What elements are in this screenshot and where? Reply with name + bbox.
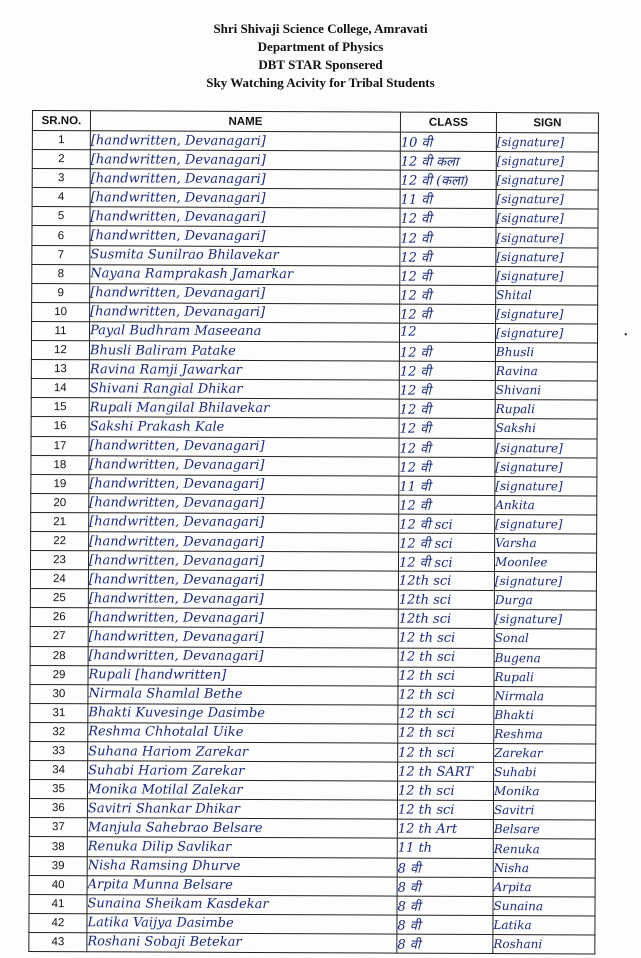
- table-row: [30, 703, 596, 725]
- sr-cell: 23: [30, 551, 88, 570]
- table-body: [29, 131, 599, 954]
- class-cell: 12 वी (कला): [400, 170, 496, 190]
- table-row: [32, 169, 598, 191]
- name-cell: [handwritten, Devanagari]: [89, 513, 399, 533]
- table-row: [31, 436, 597, 458]
- sign-cell: Shital: [496, 285, 598, 305]
- table-row: [32, 226, 598, 248]
- class-cell: 12 th sci: [398, 724, 494, 744]
- sign-cell: Sakshi: [495, 419, 597, 439]
- name-cell: Bhusli Baliram Patake: [89, 341, 399, 361]
- sign-cell: Sunaina: [493, 896, 595, 916]
- name-cell: Shivani Rangial Dhikar: [89, 379, 399, 399]
- sr-cell: 22: [31, 531, 89, 550]
- sr-cell: 21: [31, 512, 89, 531]
- table-row: [32, 245, 598, 267]
- class-cell: 11 th: [397, 839, 493, 859]
- sign-cell: Roshani: [493, 934, 595, 954]
- class-cell: 12 वी sci: [399, 514, 495, 534]
- document-header: [0, 20, 641, 92]
- sign-cell: Bugena: [494, 648, 596, 668]
- header-sign: SIGN: [496, 113, 598, 133]
- name-cell: [handwritten, Devanagari]: [88, 589, 398, 609]
- sr-cell: 9: [32, 283, 90, 302]
- header-name: NAME: [90, 111, 400, 132]
- table-row: [31, 398, 597, 420]
- sr-cell: 41: [29, 894, 87, 913]
- header-sr-no: SR.NO.: [32, 111, 90, 131]
- sign-cell: [signature]: [495, 476, 597, 496]
- class-cell: 12 वी sci: [398, 552, 494, 572]
- name-cell: Suhabi Hariom Zarekar: [88, 761, 398, 781]
- name-cell: [handwritten, Devanagari]: [90, 284, 400, 304]
- table-row: [31, 531, 597, 553]
- attendance-table: [28, 110, 599, 954]
- table-row: [31, 379, 597, 401]
- class-cell: 12th sci: [398, 571, 494, 591]
- class-cell: 12 वी: [400, 208, 496, 228]
- sr-cell: 29: [30, 665, 88, 684]
- sign-cell: [signature]: [496, 304, 598, 324]
- table-row: [32, 283, 598, 305]
- sr-cell: 16: [31, 417, 89, 436]
- class-cell: 11 वी: [399, 476, 495, 496]
- sr-cell: 10: [32, 302, 90, 321]
- table-row: [29, 780, 595, 802]
- table-row: [30, 761, 596, 783]
- sr-cell: 5: [32, 207, 90, 226]
- sr-cell: 6: [32, 226, 90, 245]
- class-cell: 12 वी: [400, 285, 496, 305]
- class-cell: 12 वी: [399, 342, 495, 362]
- class-cell: 12 th sci: [398, 705, 494, 725]
- sr-cell: 7: [32, 245, 90, 264]
- sign-cell: Rupali: [495, 400, 597, 420]
- name-cell: Sakshi Prakash Kale: [89, 417, 399, 437]
- sr-cell: 2: [32, 150, 90, 169]
- sign-cell: Latika: [493, 915, 595, 935]
- sign-cell: Moonlee: [494, 553, 596, 573]
- table-row: [32, 207, 598, 229]
- class-cell: 10 वी: [400, 132, 496, 152]
- sign-cell: Reshma: [494, 724, 596, 744]
- name-cell: Suhana Hariom Zarekar: [88, 742, 398, 762]
- name-cell: Rupali [handwritten]: [88, 665, 398, 685]
- sr-cell: 12: [31, 341, 89, 360]
- table-row: [32, 188, 598, 210]
- sr-cell: 32: [30, 722, 88, 741]
- sr-cell: 8: [32, 264, 90, 283]
- name-cell: [handwritten, Devanagari]: [90, 169, 400, 189]
- table-row: [30, 665, 596, 687]
- name-cell: Reshma Chhotalal Uike: [88, 723, 398, 743]
- header-class: CLASS: [400, 112, 496, 132]
- class-cell: 12 th sci: [398, 648, 494, 668]
- sr-cell: 42: [29, 913, 87, 932]
- name-cell: [handwritten, Devanagari]: [89, 494, 399, 514]
- sr-cell: 4: [32, 188, 90, 207]
- sr-cell: 36: [29, 799, 87, 818]
- sign-cell: Renuka: [493, 839, 595, 859]
- table-row: [29, 932, 595, 954]
- sr-cell: 14: [31, 379, 89, 398]
- table-row: [31, 455, 597, 477]
- table-row: [32, 264, 598, 286]
- sign-cell: Savitri: [493, 801, 595, 821]
- class-cell: 12 वी: [399, 419, 495, 439]
- name-cell: [handwritten, Devanagari]: [90, 226, 400, 246]
- class-cell: 12 वी: [400, 304, 496, 324]
- sign-cell: [signature]: [496, 209, 598, 229]
- name-cell: Nayana Ramprakash Jamarkar: [90, 264, 400, 284]
- sign-cell: Varsha: [495, 533, 597, 553]
- sign-cell: Ravina: [495, 362, 597, 382]
- class-cell: 11 वी: [400, 189, 496, 209]
- college-name: Shri Shivaji Science College, Amravati: [213, 21, 428, 36]
- table-row: [31, 493, 597, 515]
- sign-cell: Bhusli: [495, 343, 597, 363]
- table-row: [31, 474, 597, 496]
- table-row: [31, 321, 597, 343]
- table-row: [29, 894, 595, 916]
- sr-cell: 1: [32, 131, 90, 150]
- table-row: [30, 551, 596, 573]
- class-cell: 8 वी: [397, 934, 493, 954]
- sign-cell: Zarekar: [494, 744, 596, 764]
- name-cell: Manjula Sahebrao Belsare: [87, 818, 397, 838]
- name-cell: [handwritten, Devanagari]: [88, 551, 398, 571]
- name-cell: Roshani Sobaji Betekar: [87, 933, 397, 953]
- table-row: [29, 875, 595, 897]
- name-cell: [handwritten, Devanagari]: [88, 608, 398, 628]
- name-cell: [handwritten, Devanagari]: [88, 646, 398, 666]
- class-cell: 12 वी: [399, 380, 495, 400]
- sign-cell: [signature]: [496, 171, 598, 191]
- table-row: [29, 818, 595, 840]
- class-cell: 8 वी: [397, 915, 493, 935]
- table-row: [29, 913, 595, 935]
- sr-cell: 31: [30, 703, 88, 722]
- sign-cell: [signature]: [496, 228, 598, 248]
- class-cell: 12 th sci: [398, 743, 494, 763]
- table-row: [30, 627, 596, 649]
- name-cell: [handwritten, Devanagari]: [90, 188, 400, 208]
- sign-cell: [signature]: [495, 438, 597, 458]
- class-cell: 12 th sci: [398, 629, 494, 649]
- sign-cell: [signature]: [496, 152, 598, 172]
- class-cell: 12 वी: [400, 228, 496, 248]
- name-cell: Susmita Sunilrao Bhilavekar: [90, 245, 400, 265]
- sr-cell: 3: [32, 169, 90, 188]
- table-row: [32, 150, 598, 172]
- sr-cell: 33: [30, 741, 88, 760]
- department-name: Department of Physics: [257, 39, 384, 54]
- sign-cell: Ankita: [495, 495, 597, 515]
- class-cell: 12: [399, 323, 495, 343]
- table-header-row: [32, 111, 598, 133]
- activity-title: Sky Watching Acivity for Tribal Students: [206, 75, 435, 90]
- sign-cell: [signature]: [494, 610, 596, 630]
- sign-cell: [signature]: [495, 457, 597, 477]
- name-cell: [handwritten, Devanagari]: [89, 436, 399, 456]
- attendance-sheet: [28, 110, 598, 954]
- table-row: [30, 722, 596, 744]
- sr-cell: 43: [29, 932, 87, 951]
- name-cell: [handwritten, Devanagari]: [88, 570, 398, 590]
- sign-cell: Suhabi: [494, 763, 596, 783]
- table-row: [30, 589, 596, 611]
- table-row: [29, 837, 595, 859]
- sign-cell: Nisha: [493, 858, 595, 878]
- sr-cell: 25: [30, 589, 88, 608]
- sign-cell: Shivani: [495, 381, 597, 401]
- name-cell: [handwritten, Devanagari]: [89, 474, 399, 494]
- sign-cell: [signature]: [494, 572, 596, 592]
- name-cell: Ravina Ramji Jawarkar: [89, 360, 399, 380]
- table-row: [29, 799, 595, 821]
- sr-cell: 19: [31, 474, 89, 493]
- name-cell: Monika Motilal Zalekar: [87, 780, 397, 800]
- table-row: [30, 646, 596, 668]
- sr-cell: 11: [31, 321, 89, 340]
- sr-cell: 28: [30, 646, 88, 665]
- name-cell: Bhakti Kuvesinge Dasimbe: [88, 704, 398, 724]
- sign-cell: Belsare: [493, 820, 595, 840]
- class-cell: 12 th sci: [397, 800, 493, 820]
- table-row: [29, 856, 595, 878]
- sign-cell: Arpita: [493, 877, 595, 897]
- class-cell: 12 th sci: [398, 686, 494, 706]
- class-cell: 12 वी: [399, 361, 495, 381]
- name-cell: [handwritten, Devanagari]: [88, 627, 398, 647]
- sr-cell: 34: [30, 761, 88, 780]
- name-cell: Latika Vaijya Dasimbe: [87, 914, 397, 934]
- name-cell: Renuka Dilip Savlikar: [87, 837, 397, 857]
- table-row: [30, 684, 596, 706]
- sr-cell: 15: [31, 398, 89, 417]
- name-cell: Sunaina Sheikam Kasdekar: [87, 894, 397, 914]
- class-cell: 12th sci: [398, 609, 494, 629]
- sr-cell: 40: [29, 875, 87, 894]
- name-cell: [handwritten, Devanagari]: [90, 207, 400, 227]
- sign-cell: [signature]: [495, 514, 597, 534]
- sign-cell: Bhakti: [494, 705, 596, 725]
- sr-cell: 13: [31, 360, 89, 379]
- sign-cell: Durga: [494, 591, 596, 611]
- table-row: [32, 302, 598, 324]
- sr-cell: 20: [31, 493, 89, 512]
- class-cell: 12 th sci: [398, 667, 494, 687]
- class-cell: 12 वी: [399, 457, 495, 477]
- name-cell: Arpita Munna Belsare: [87, 875, 397, 895]
- class-cell: 12 th Art: [397, 819, 493, 839]
- sign-cell: [signature]: [496, 247, 598, 267]
- table-row: [31, 360, 597, 382]
- sponsor-line: DBT STAR Sponsered: [258, 57, 383, 72]
- name-cell: Rupali Mangilal Bhilavekar: [89, 398, 399, 418]
- name-cell: Nirmala Shamlal Bethe: [88, 684, 398, 704]
- name-cell: [handwritten, Devanagari]: [90, 303, 400, 323]
- sr-cell: 18: [31, 455, 89, 474]
- name-cell: [handwritten, Devanagari]: [90, 150, 400, 170]
- class-cell: 12 th sci: [397, 781, 493, 801]
- class-cell: 12th sci: [398, 590, 494, 610]
- name-cell: [handwritten, Devanagari]: [89, 532, 399, 552]
- table-row: [31, 417, 597, 439]
- table-row: [30, 608, 596, 630]
- class-cell: 12 वी: [399, 438, 495, 458]
- class-cell: 12 वी: [400, 247, 496, 267]
- name-cell: Nisha Ramsing Dhurve: [87, 856, 397, 876]
- sr-cell: 38: [29, 837, 87, 856]
- name-cell: Payal Budhram Maseeana: [89, 322, 399, 342]
- sr-cell: 37: [29, 818, 87, 837]
- name-cell: Savitri Shankar Dhikar: [87, 799, 397, 819]
- sign-cell: Monika: [493, 782, 595, 802]
- sr-cell: 35: [29, 780, 87, 799]
- class-cell: 12 वी sci: [399, 533, 495, 553]
- sign-cell: Nirmala: [494, 686, 596, 706]
- class-cell: 8 वी: [397, 877, 493, 897]
- sign-cell: Rupali: [494, 667, 596, 687]
- margin-mark: •: [624, 330, 628, 341]
- class-cell: 12 वी: [399, 495, 495, 515]
- sr-cell: 30: [30, 684, 88, 703]
- table-row: [30, 741, 596, 763]
- sign-cell: Sonal: [494, 629, 596, 649]
- class-cell: 12 th SART: [398, 762, 494, 782]
- class-cell: 12 वी: [400, 266, 496, 286]
- sr-cell: 17: [31, 436, 89, 455]
- sign-cell: [signature]: [496, 266, 598, 286]
- sr-cell: 24: [30, 570, 88, 589]
- class-cell: 12 वी कला: [400, 151, 496, 171]
- sr-cell: 27: [30, 627, 88, 646]
- name-cell: [handwritten, Devanagari]: [89, 455, 399, 475]
- table-row: [32, 131, 598, 153]
- name-cell: [handwritten, Devanagari]: [90, 131, 400, 151]
- table-row: [31, 341, 597, 363]
- class-cell: 8 वी: [397, 858, 493, 878]
- table-row: [31, 512, 597, 534]
- sign-cell: [signature]: [496, 133, 598, 153]
- class-cell: 12 वी: [399, 399, 495, 419]
- sr-cell: 39: [29, 856, 87, 875]
- sr-cell: 26: [30, 608, 88, 627]
- sign-cell: [signature]: [496, 190, 598, 210]
- class-cell: 8 वी: [397, 896, 493, 916]
- table-row: [30, 570, 596, 592]
- sign-cell: [signature]: [495, 323, 597, 343]
